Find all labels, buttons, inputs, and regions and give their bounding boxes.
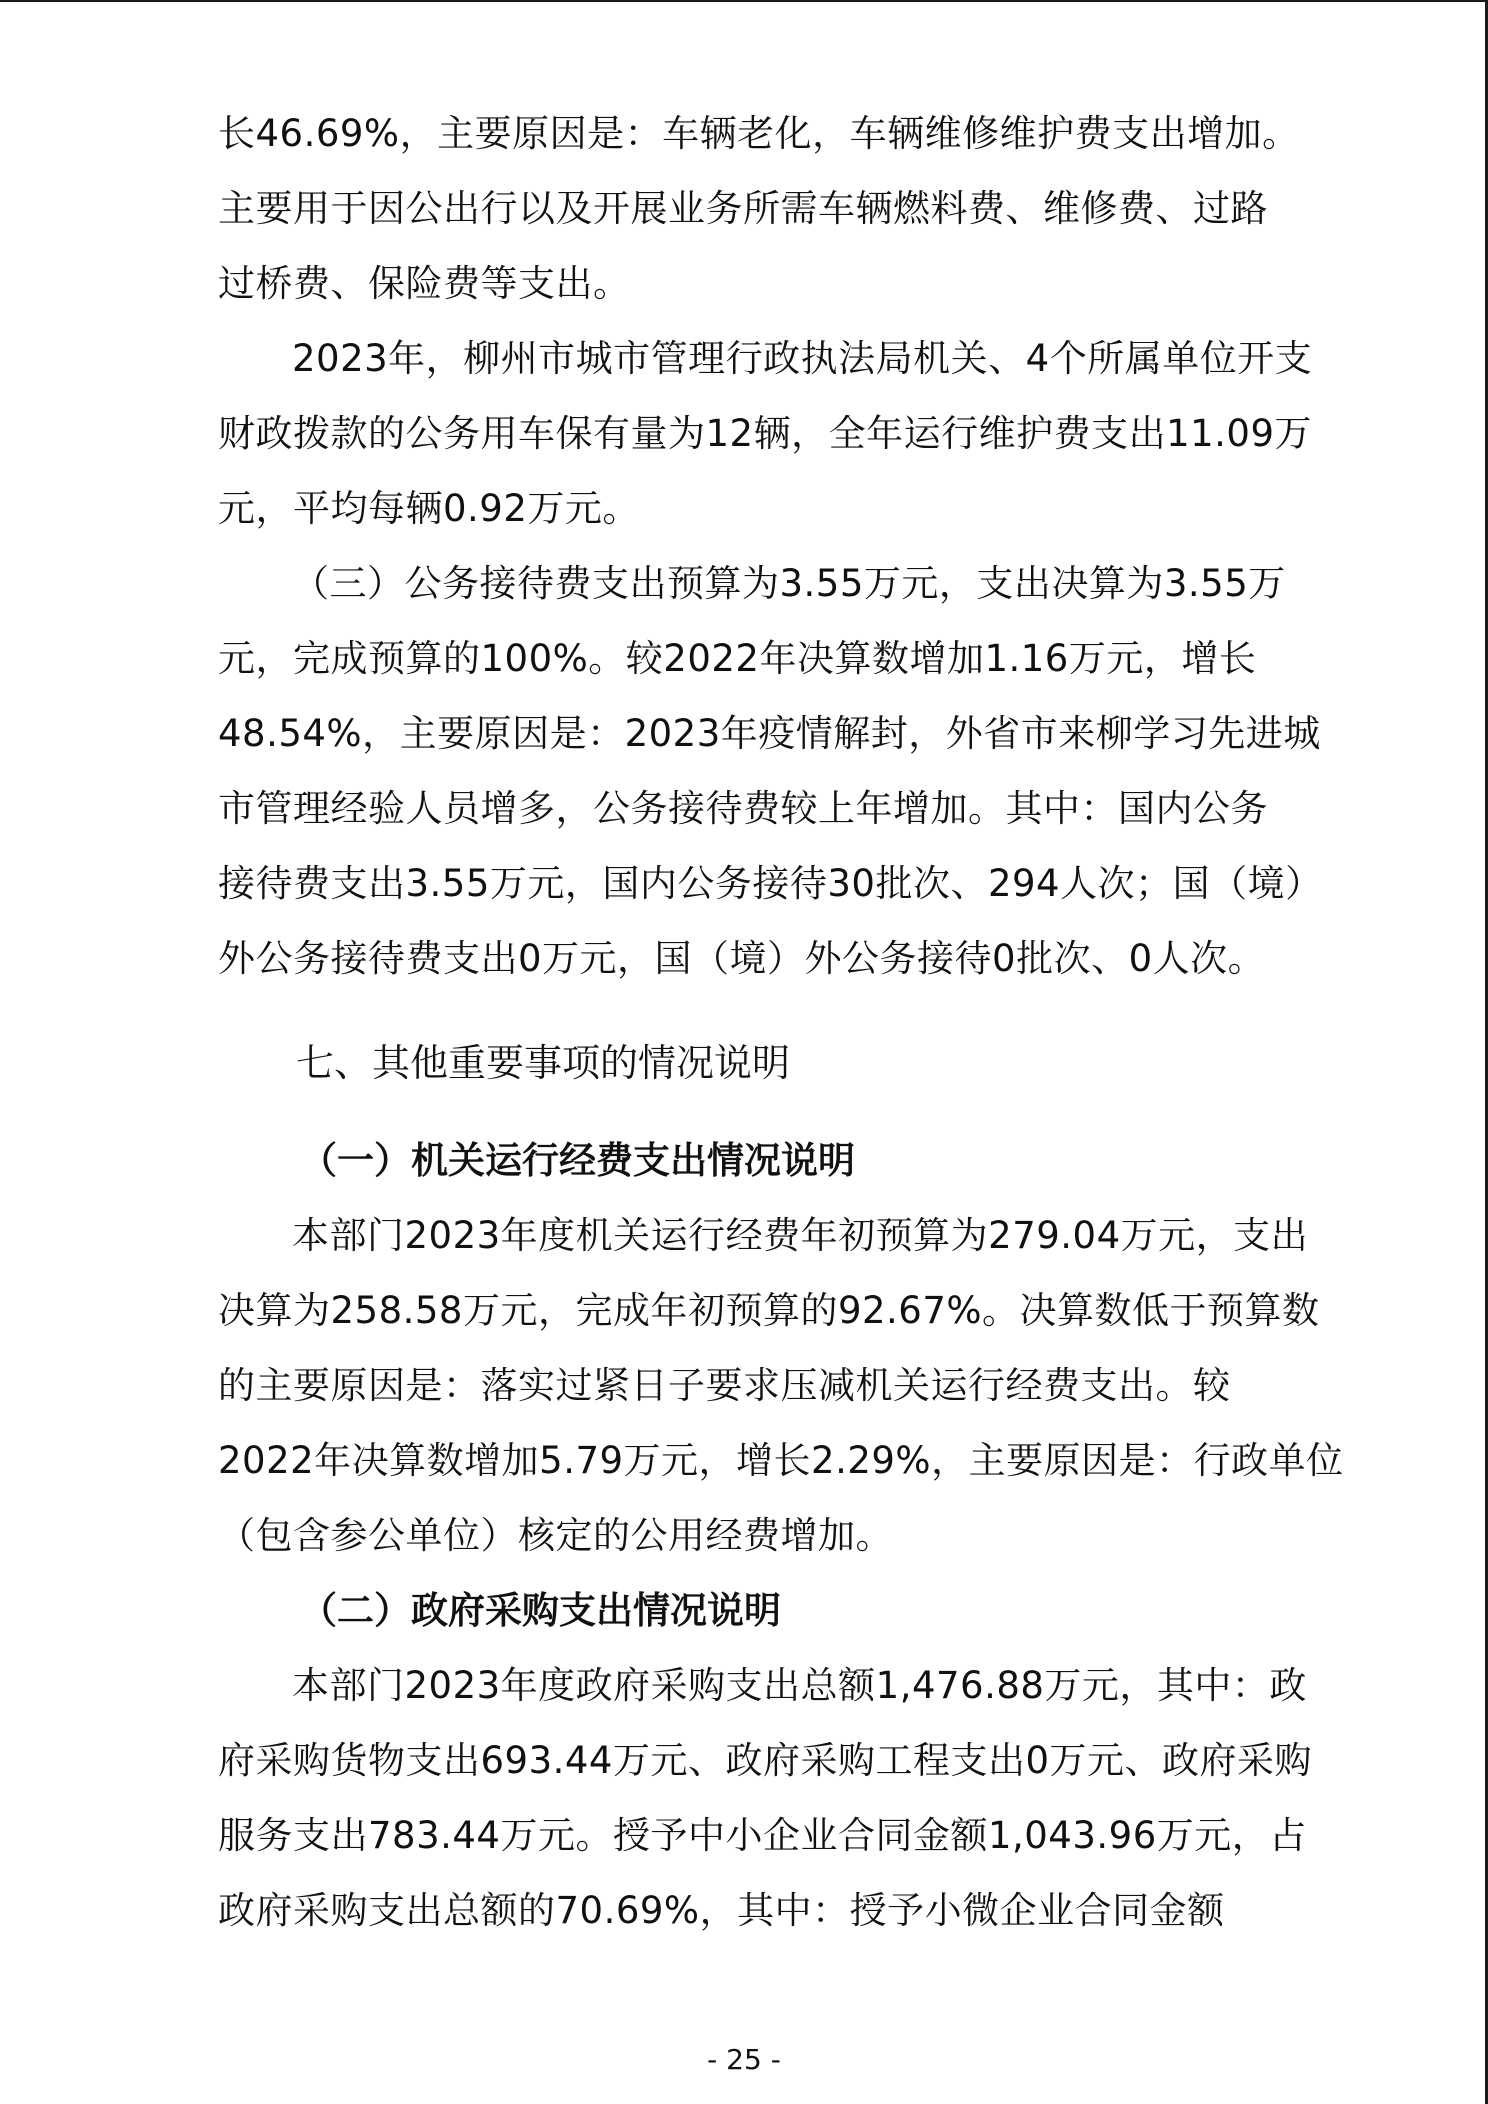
text-line: 政府采购支出总额的70.69%，其中：授予小微企业合同金额 <box>218 1889 1225 1932</box>
paragraph-vehicle-costs <box>218 96 1300 321</box>
text-line: （包含参公单位）核定的公用经费增加。 <box>218 1514 893 1557</box>
spacer <box>218 996 1290 1026</box>
text-line: 市管理经验人员增多，公务接待费较上年增加。其中：国内公务 <box>218 787 1268 830</box>
text-line: 本部门2023年度政府采购支出总额1,476.88万元，其中：政 <box>292 1664 1307 1707</box>
text-line: 主要用于因公出行以及开展业务所需车辆燃料费、维修费、过路 <box>218 187 1268 230</box>
text-line: 本部门2023年度机关运行经费年初预算为279.04万元，支出 <box>292 1214 1309 1257</box>
paragraph-procurement <box>218 1648 1313 1948</box>
document-body <box>218 96 1344 1948</box>
text-line: （三）公务接待费支出预算为3.55万元，支出决算为3.55万 <box>292 562 1286 605</box>
text-line: 的主要原因是：落实过紧日子要求压减机关运行经费支出。较 <box>218 1364 1231 1407</box>
text-line: 48.54%，主要原因是：2023年疫情解封，外省市来柳学习先进城 <box>218 712 1321 755</box>
text-line: 长46.69%，主要原因是：车辆老化，车辆维修维护费支出增加。 <box>218 112 1300 155</box>
page-top-border <box>0 0 1488 2</box>
text-line: 接待费支出3.55万元，国内公务接待30批次、294人次；国（境） <box>218 862 1323 905</box>
subsection-heading-operating-costs: （一）机关运行经费支出情况说明 <box>300 1139 855 1182</box>
page-number: - 25 - <box>707 2043 781 2076</box>
text-line: 2023年，柳州市城市管理行政执法局机关、4个所属单位开支 <box>292 337 1313 380</box>
text-line: 2022年决算数增加5.79万元，增长2.29%，主要原因是：行政单位 <box>218 1439 1344 1482</box>
text-line: 元，平均每辆0.92万元。 <box>218 487 640 530</box>
text-line: 府采购货物支出693.44万元、政府采购工程支出0万元、政府采购 <box>218 1739 1313 1782</box>
paragraph-operating-costs <box>218 1198 1344 1573</box>
paragraph-vehicle-count <box>218 321 1313 546</box>
spacer <box>218 1101 1290 1123</box>
text-line: 元，完成预算的100%。较2022年决算数增加1.16万元，增长 <box>218 637 1257 680</box>
subsection-heading-procurement: （二）政府采购支出情况说明 <box>300 1589 781 1632</box>
text-line: 过桥费、保险费等支出。 <box>218 262 631 305</box>
text-line: 决算为258.58万元，完成年初预算的92.67%。决算数低于预算数 <box>218 1289 1320 1332</box>
text-line: 财政拨款的公务用车保有量为12辆，全年运行维护费支出11.09万 <box>218 412 1313 455</box>
text-line: 外公务接待费支出0万元，国（境）外公务接待0批次、0人次。 <box>218 937 1266 980</box>
paragraph-reception-costs <box>218 546 1323 996</box>
text-line: 服务支出783.44万元。授予中小企业合同金额1,043.96万元，占 <box>218 1814 1307 1857</box>
section-heading-7: 七、其他重要事项的情况说明 <box>296 1041 791 1085</box>
